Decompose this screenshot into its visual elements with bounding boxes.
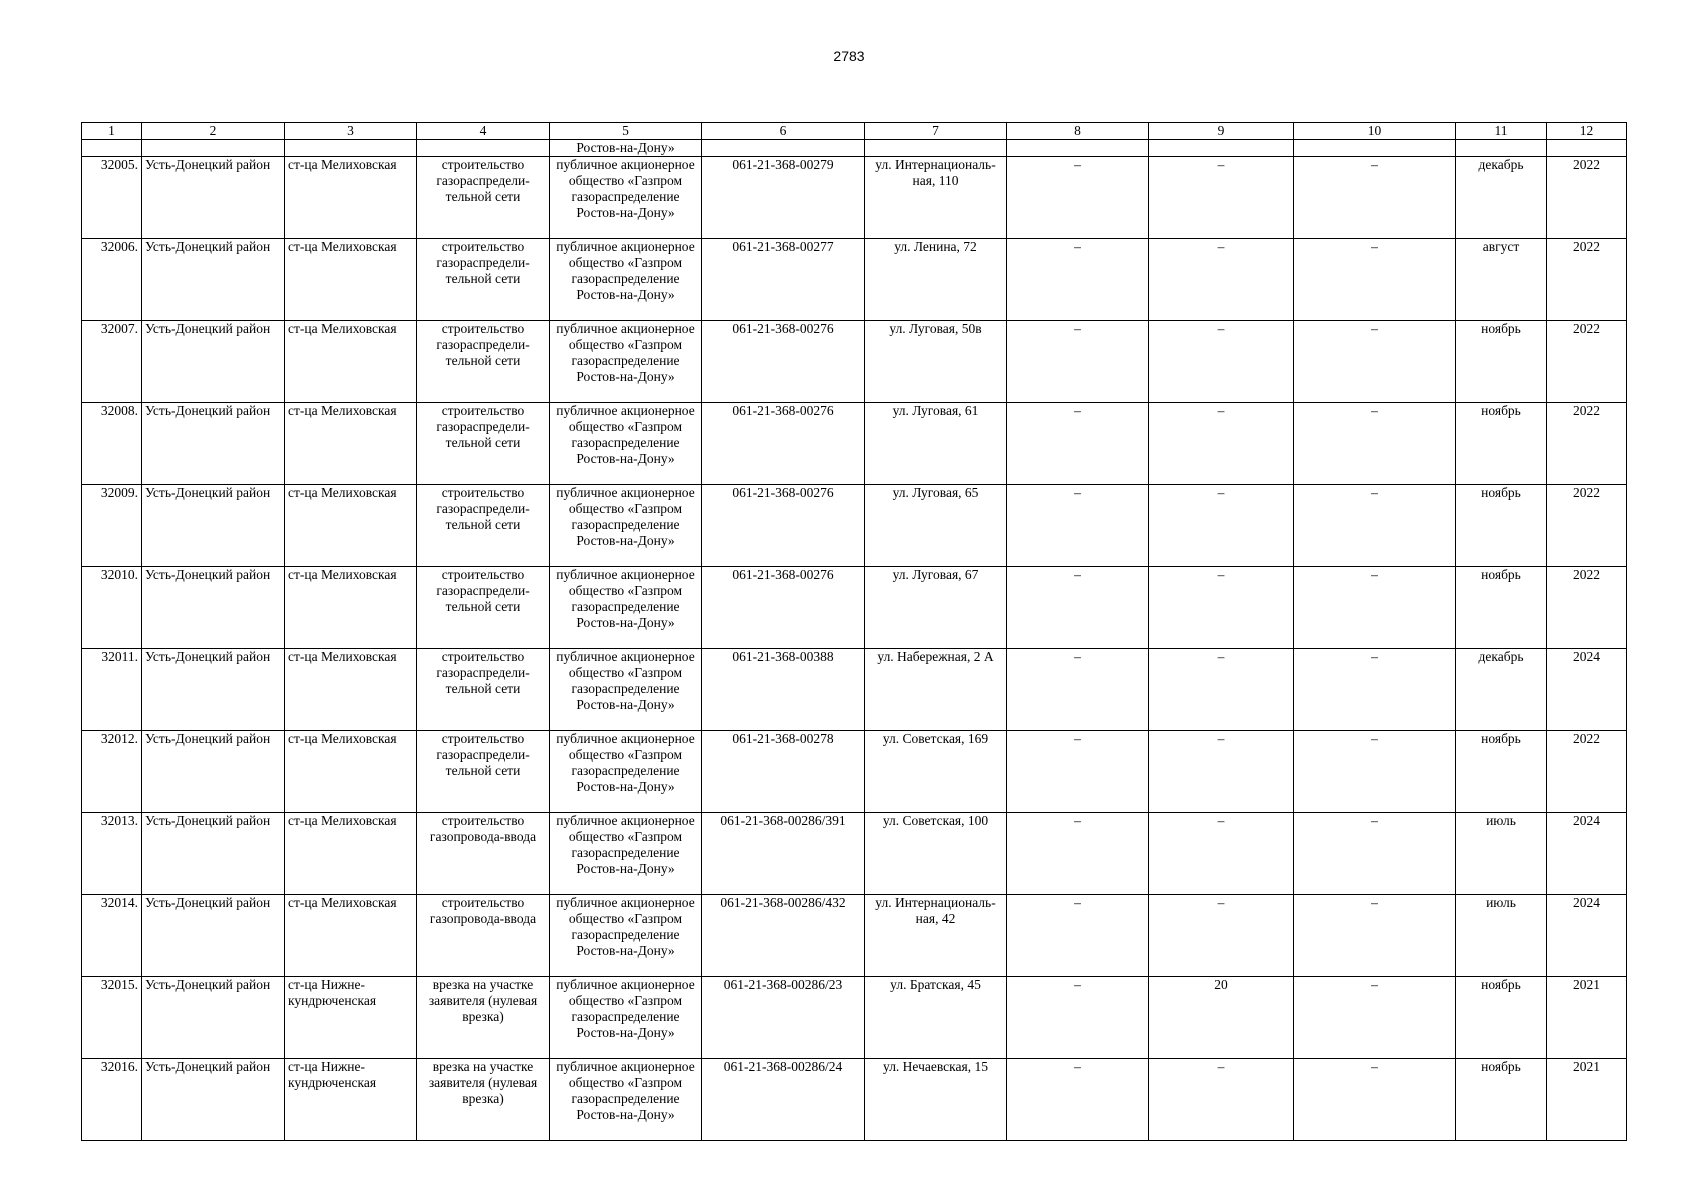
cell-district: Усть-Донецкий район	[142, 1059, 285, 1141]
cell-work	[417, 140, 550, 157]
cell-col10: –	[1294, 813, 1456, 895]
cell-address: ул. Луговая, 61	[865, 403, 1007, 485]
cell-code: 061-21-368-00286/432	[702, 895, 865, 977]
cell-organization: публичное акционерное общество «Газпром газораспределение Ростов-на-Дону»	[550, 239, 702, 321]
table-row	[82, 239, 1627, 321]
cell-work: строительство газораспредели-тельной сети	[417, 403, 550, 485]
table-row	[82, 813, 1627, 895]
cell-col8: –	[1007, 813, 1149, 895]
cell-organization: публичное акционерное общество «Газпром газораспределение Ростов-на-Дону»	[550, 485, 702, 567]
cell-address: ул. Набережная, 2 А	[865, 649, 1007, 731]
cell-code: 061-21-368-00276	[702, 485, 865, 567]
cell-month: ноябрь	[1456, 403, 1547, 485]
cell-organization: публичное акционерное общество «Газпром газораспределение Ростов-на-Дону»	[550, 977, 702, 1059]
cell-organization: публичное акционерное общество «Газпром газораспределение Ростов-на-Дону»	[550, 895, 702, 977]
cell-col8: –	[1007, 321, 1149, 403]
cell-code: 061-21-368-00276	[702, 567, 865, 649]
cell-code	[702, 140, 865, 157]
cell-district: Усть-Донецкий район	[142, 403, 285, 485]
table-row	[82, 649, 1627, 731]
cell-organization: публичное акционерное общество «Газпром газораспределение Ростов-на-Дону»	[550, 321, 702, 403]
cell-district: Усть-Донецкий район	[142, 649, 285, 731]
page-number: 2783	[833, 48, 865, 64]
cell-locality: ст-ца Мелиховская	[285, 731, 417, 813]
cell-number: 32012.	[82, 731, 142, 813]
cell-col8: –	[1007, 485, 1149, 567]
table-row	[82, 321, 1627, 403]
cell-col9: –	[1149, 157, 1294, 239]
cell-col9: –	[1149, 813, 1294, 895]
cell-number: 32006.	[82, 239, 142, 321]
cell-number: 32014.	[82, 895, 142, 977]
cell-year: 2022	[1547, 567, 1627, 649]
cell-number: 32013.	[82, 813, 142, 895]
column-number-row	[82, 123, 1627, 140]
table-row	[82, 157, 1627, 239]
cell-address: ул. Советская, 100	[865, 813, 1007, 895]
cell-organization: публичное акционерное общество «Газпром газораспределение Ростов-на-Дону»	[550, 1059, 702, 1141]
column-header: 11	[1456, 123, 1547, 140]
column-header: 10	[1294, 123, 1456, 140]
cell-locality: ст-ца Мелиховская	[285, 813, 417, 895]
cell-organization: публичное акционерное общество «Газпром газораспределение Ростов-на-Дону»	[550, 157, 702, 239]
cell-col9: –	[1149, 649, 1294, 731]
cell-work: строительство газораспредели-тельной сети	[417, 239, 550, 321]
column-header: 7	[865, 123, 1007, 140]
cell-col8: –	[1007, 649, 1149, 731]
cell-col10: –	[1294, 485, 1456, 567]
cell-year: 2022	[1547, 403, 1627, 485]
column-header: 5	[550, 123, 702, 140]
cell-year	[1547, 140, 1627, 157]
cell-col8: –	[1007, 239, 1149, 321]
cell-address: ул. Братская, 45	[865, 977, 1007, 1059]
cell-col8: –	[1007, 1059, 1149, 1141]
cell-month: ноябрь	[1456, 1059, 1547, 1141]
cell-number: 32011.	[82, 649, 142, 731]
cell-district: Усть-Донецкий район	[142, 567, 285, 649]
cell-col10: –	[1294, 157, 1456, 239]
cell-work: строительство газораспредели-тельной сети	[417, 485, 550, 567]
cell-col10: –	[1294, 895, 1456, 977]
cell-address: ул. Интернациональ-ная, 42	[865, 895, 1007, 977]
cell-work: врезка на участке заявителя (нулевая врезка)	[417, 977, 550, 1059]
cell-month: ноябрь	[1456, 977, 1547, 1059]
cell-month: август	[1456, 239, 1547, 321]
cell-locality: ст-ца Мелиховская	[285, 895, 417, 977]
cell-number: 32009.	[82, 485, 142, 567]
cell-col9	[1149, 140, 1294, 157]
cell-address: ул. Интернациональ-ная, 110	[865, 157, 1007, 239]
column-header: 4	[417, 123, 550, 140]
column-header: 2	[142, 123, 285, 140]
cell-address	[865, 140, 1007, 157]
cell-col9: –	[1149, 731, 1294, 813]
cell-district: Усть-Донецкий район	[142, 977, 285, 1059]
cell-year: 2022	[1547, 731, 1627, 813]
table-row	[82, 895, 1627, 977]
cell-col10: –	[1294, 567, 1456, 649]
cell-code: 061-21-368-00278	[702, 731, 865, 813]
cell-col8: –	[1007, 157, 1149, 239]
cell-number: 32010.	[82, 567, 142, 649]
cell-col9: –	[1149, 403, 1294, 485]
cell-locality: ст-ца Нижне-кундрюченская	[285, 977, 417, 1059]
cell-district: Усть-Донецкий район	[142, 239, 285, 321]
cell-address: ул. Нечаевская, 15	[865, 1059, 1007, 1141]
cell-code: 061-21-368-00286/24	[702, 1059, 865, 1141]
cell-col9: –	[1149, 1059, 1294, 1141]
cell-address: ул. Луговая, 50в	[865, 321, 1007, 403]
cell-col8	[1007, 140, 1149, 157]
cell-work: строительство газораспредели-тельной сети	[417, 157, 550, 239]
cell-month	[1456, 140, 1547, 157]
cell-col10: –	[1294, 649, 1456, 731]
cell-col8: –	[1007, 977, 1149, 1059]
column-header: 9	[1149, 123, 1294, 140]
cell-work: строительство газопровода-ввода	[417, 813, 550, 895]
cell-work: строительство газораспредели-тельной сети	[417, 731, 550, 813]
cell-address: ул. Ленина, 72	[865, 239, 1007, 321]
cell-col10: –	[1294, 321, 1456, 403]
registry-table	[81, 122, 1627, 1141]
cell-code: 061-21-368-00276	[702, 321, 865, 403]
cell-code: 061-21-368-00286/23	[702, 977, 865, 1059]
cell-number	[82, 140, 142, 157]
cell-locality: ст-ца Мелиховская	[285, 321, 417, 403]
cell-work: строительство газораспредели-тельной сети	[417, 567, 550, 649]
cell-col10: –	[1294, 403, 1456, 485]
column-header: 3	[285, 123, 417, 140]
cell-organization: публичное акционерное общество «Газпром газораспределение Ростов-на-Дону»	[550, 731, 702, 813]
cell-year: 2022	[1547, 321, 1627, 403]
cell-code: 061-21-368-00388	[702, 649, 865, 731]
cell-col9: –	[1149, 567, 1294, 649]
cell-locality: ст-ца Мелиховская	[285, 485, 417, 567]
cell-address: ул. Луговая, 65	[865, 485, 1007, 567]
cell-col9: –	[1149, 485, 1294, 567]
cell-month: июль	[1456, 895, 1547, 977]
cell-district: Усть-Донецкий район	[142, 813, 285, 895]
cell-month: ноябрь	[1456, 731, 1547, 813]
cell-year: 2022	[1547, 239, 1627, 321]
cell-organization: публичное акционерное общество «Газпром газораспределение Ростов-на-Дону»	[550, 567, 702, 649]
cell-col8: –	[1007, 567, 1149, 649]
column-header: 12	[1547, 123, 1627, 140]
column-header: 1	[82, 123, 142, 140]
cell-work: строительство газораспредели-тельной сети	[417, 321, 550, 403]
cell-locality: ст-ца Мелиховская	[285, 567, 417, 649]
table-row	[82, 977, 1627, 1059]
cell-month: ноябрь	[1456, 321, 1547, 403]
cell-locality: ст-ца Мелиховская	[285, 239, 417, 321]
cell-col10	[1294, 140, 1456, 157]
cell-locality: ст-ца Мелиховская	[285, 157, 417, 239]
cell-district: Усть-Донецкий район	[142, 485, 285, 567]
cell-year: 2024	[1547, 813, 1627, 895]
cell-col10: –	[1294, 1059, 1456, 1141]
cell-number: 32016.	[82, 1059, 142, 1141]
cell-col9: 20	[1149, 977, 1294, 1059]
cell-organization: публичное акционерное общество «Газпром газораспределение Ростов-на-Дону»	[550, 813, 702, 895]
table-row	[82, 403, 1627, 485]
cell-organization: Ростов-на-Дону»	[550, 140, 702, 157]
column-header: 6	[702, 123, 865, 140]
cell-district: Усть-Донецкий район	[142, 157, 285, 239]
column-header: 8	[1007, 123, 1149, 140]
cell-district: Усть-Донецкий район	[142, 731, 285, 813]
cell-month: декабрь	[1456, 157, 1547, 239]
cell-col10: –	[1294, 731, 1456, 813]
cell-locality	[285, 140, 417, 157]
cell-locality: ст-ца Мелиховская	[285, 403, 417, 485]
cell-col9: –	[1149, 239, 1294, 321]
cell-organization: публичное акционерное общество «Газпром газораспределение Ростов-на-Дону»	[550, 649, 702, 731]
cell-col8: –	[1007, 895, 1149, 977]
cell-number: 32008.	[82, 403, 142, 485]
cell-month: июль	[1456, 813, 1547, 895]
cell-col10: –	[1294, 977, 1456, 1059]
cell-district: Усть-Донецкий район	[142, 321, 285, 403]
cell-code: 061-21-368-00276	[702, 403, 865, 485]
cell-number: 32015.	[82, 977, 142, 1059]
cell-locality: ст-ца Нижне-кундрюченская	[285, 1059, 417, 1141]
cell-year: 2022	[1547, 485, 1627, 567]
table-row	[82, 731, 1627, 813]
cell-district: Усть-Донецкий район	[142, 895, 285, 977]
cell-address: ул. Луговая, 67	[865, 567, 1007, 649]
cell-month: ноябрь	[1456, 485, 1547, 567]
cell-organization: публичное акционерное общество «Газпром газораспределение Ростов-на-Дону»	[550, 403, 702, 485]
cell-col8: –	[1007, 731, 1149, 813]
continuation-row	[82, 140, 1627, 157]
cell-year: 2021	[1547, 1059, 1627, 1141]
cell-work: строительство газораспредели-тельной сети	[417, 649, 550, 731]
cell-address: ул. Советская, 169	[865, 731, 1007, 813]
cell-code: 061-21-368-00279	[702, 157, 865, 239]
cell-work: строительство газопровода-ввода	[417, 895, 550, 977]
cell-number: 32007.	[82, 321, 142, 403]
cell-col9: –	[1149, 321, 1294, 403]
cell-col10: –	[1294, 239, 1456, 321]
table-row	[82, 567, 1627, 649]
cell-col8: –	[1007, 403, 1149, 485]
cell-year: 2022	[1547, 157, 1627, 239]
table-row	[82, 1059, 1627, 1141]
cell-code: 061-21-368-00277	[702, 239, 865, 321]
cell-number: 32005.	[82, 157, 142, 239]
cell-year: 2024	[1547, 895, 1627, 977]
cell-code: 061-21-368-00286/391	[702, 813, 865, 895]
cell-month: декабрь	[1456, 649, 1547, 731]
cell-year: 2024	[1547, 649, 1627, 731]
cell-month: ноябрь	[1456, 567, 1547, 649]
cell-year: 2021	[1547, 977, 1627, 1059]
table-row	[82, 485, 1627, 567]
cell-district	[142, 140, 285, 157]
cell-locality: ст-ца Мелиховская	[285, 649, 417, 731]
cell-work: врезка на участке заявителя (нулевая врезка)	[417, 1059, 550, 1141]
cell-col9: –	[1149, 895, 1294, 977]
